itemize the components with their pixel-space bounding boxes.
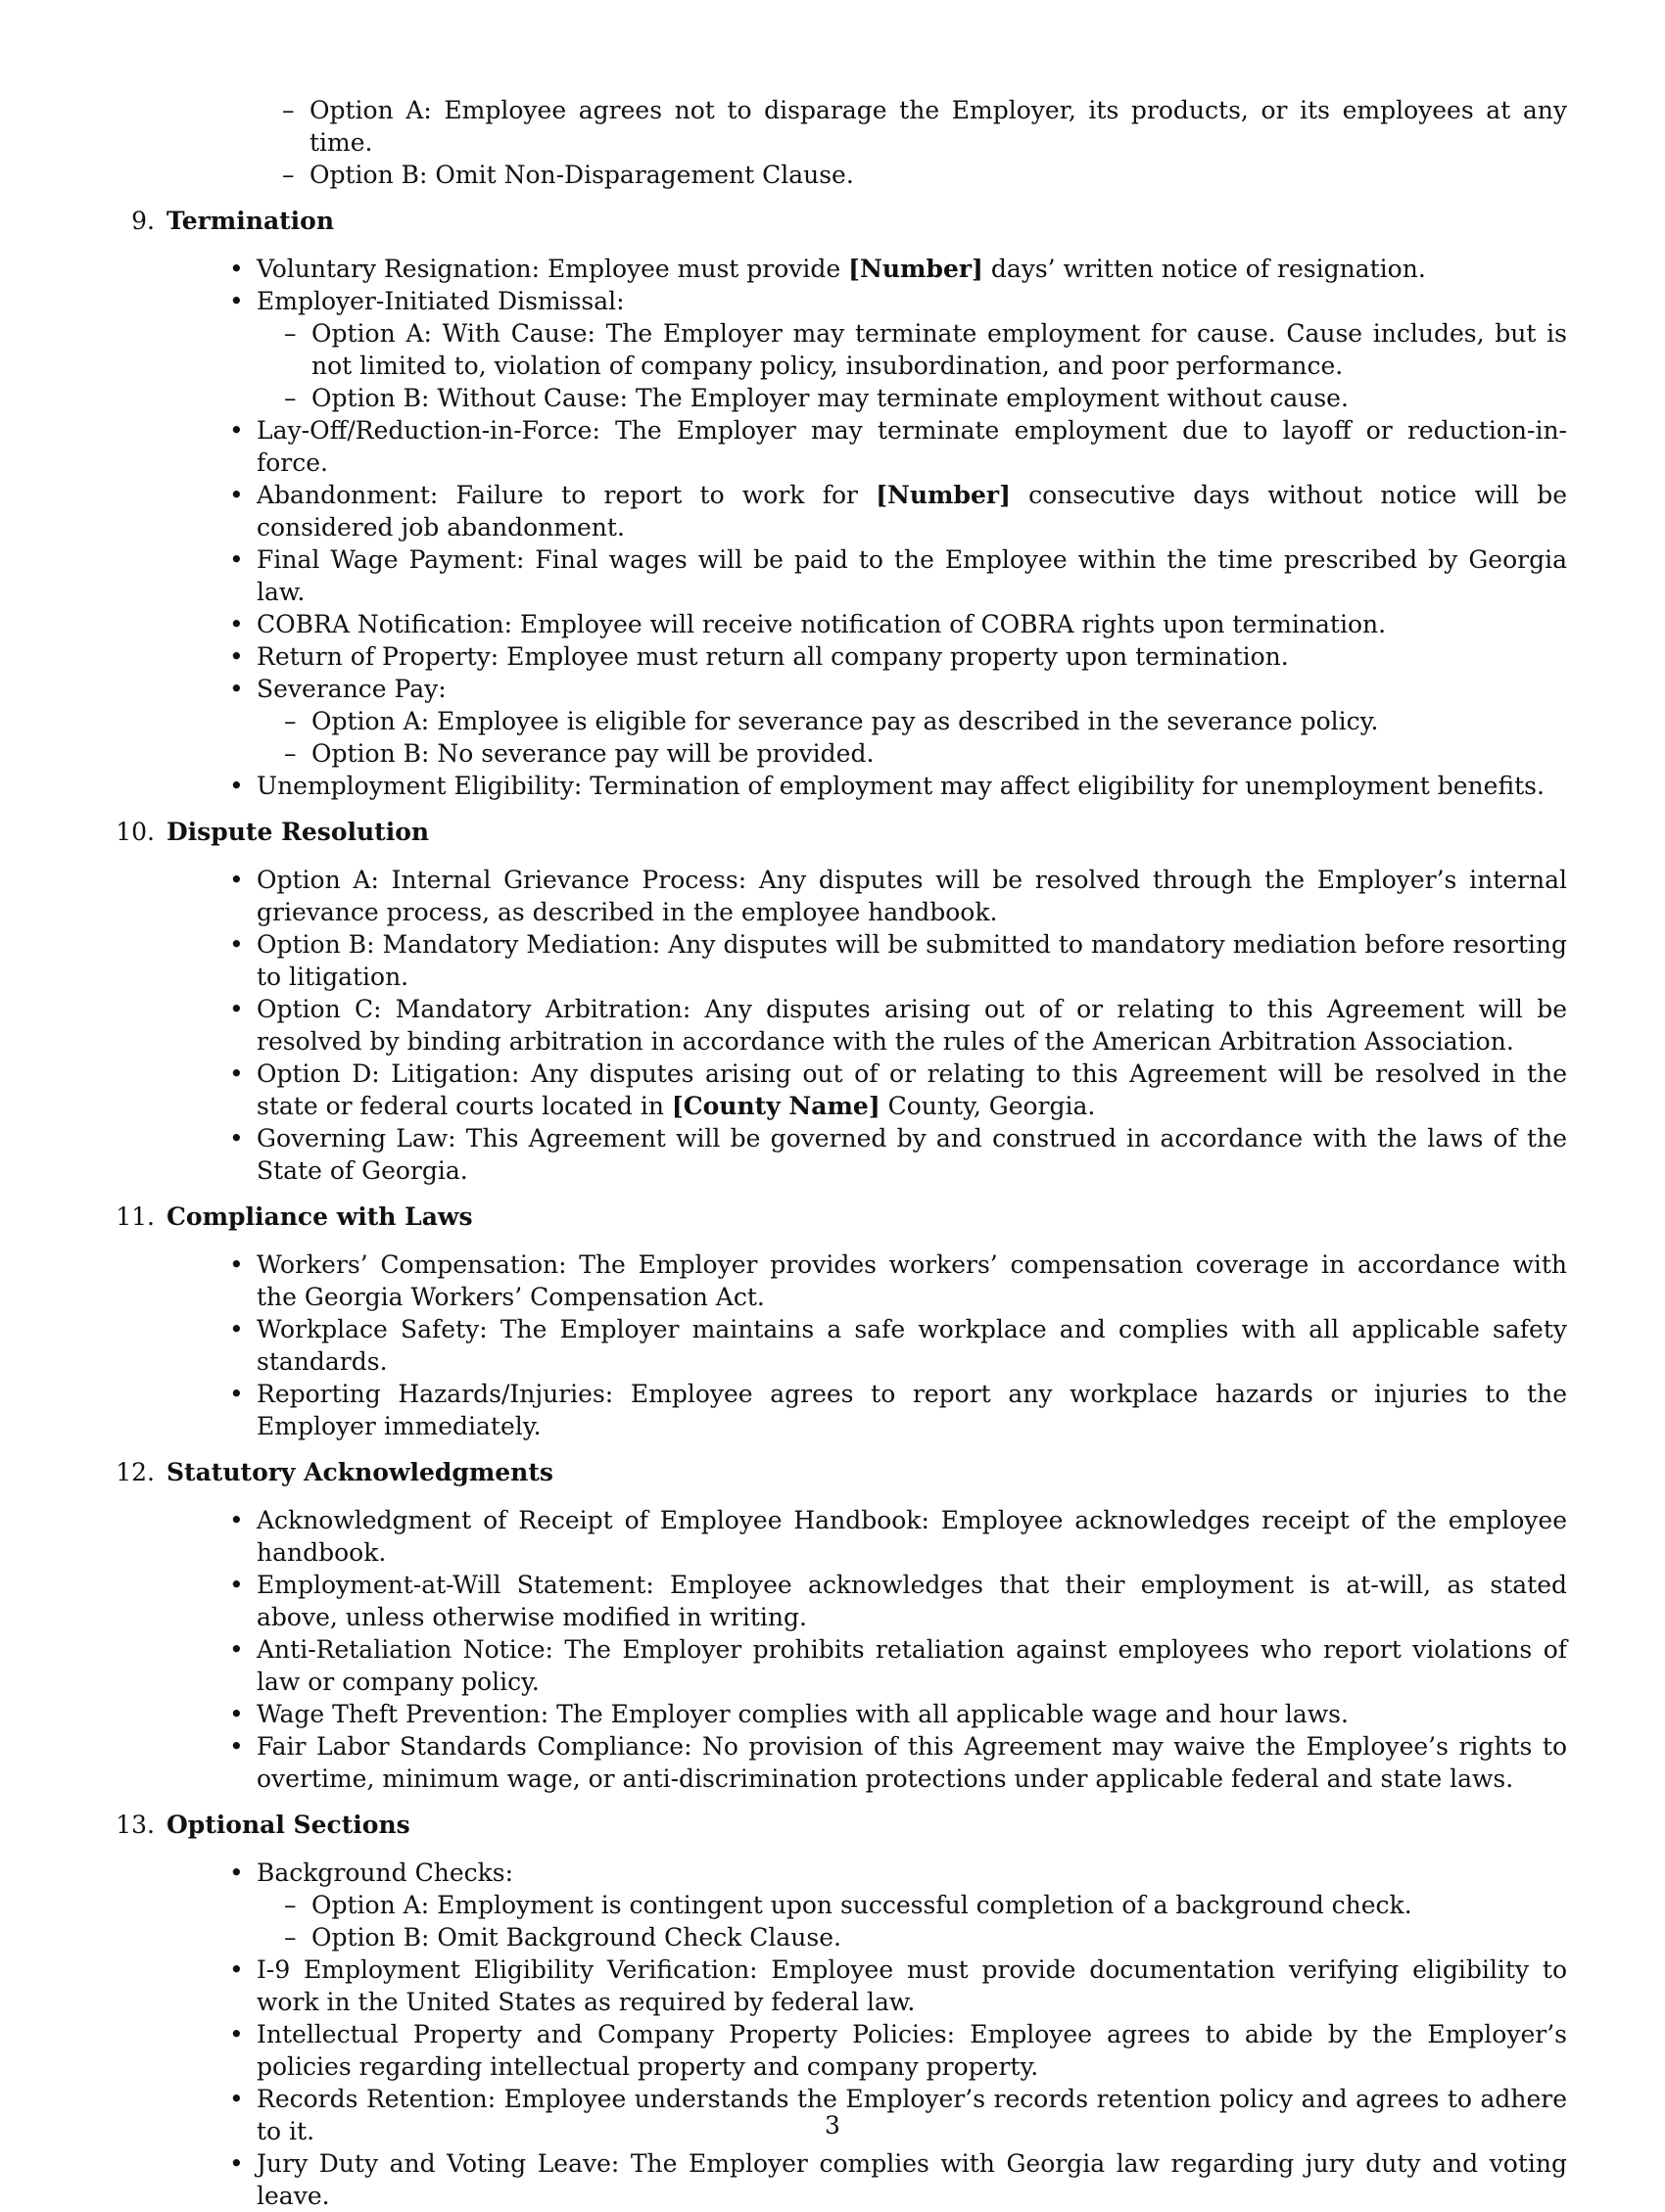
placeholder-field: [Number] bbox=[848, 255, 983, 283]
list-item bbox=[225, 928, 1567, 993]
list-item bbox=[225, 1953, 1567, 2018]
item-text: Workplace Safety: The Employer maintains a safe workplace and complies with all applicable safety standards. bbox=[257, 1315, 1567, 1376]
option-item: – Option B: Omit Background Check Clause. bbox=[276, 1921, 1567, 1953]
bullet-list bbox=[225, 864, 1567, 1187]
item-text: Return of Property: Employee must return all company property upon termination. bbox=[257, 642, 1289, 671]
list-item bbox=[225, 1313, 1567, 1378]
list-item bbox=[225, 1122, 1567, 1187]
item-text: Records Retention: Employee understands the Employer’s records retention policy and agrees to adhere to it. bbox=[257, 2085, 1567, 2145]
item-text: Intellectual Property and Company Property Policies: Employee agrees to abide by the Employer’s policies regarding intellectual property and company property. bbox=[257, 2020, 1567, 2081]
option-item: – Option A: With Cause: The Employer may terminate employment for cause. Cause includes, but is not limited to, violation of company policy, insubordination, and poor performance. bbox=[276, 317, 1567, 382]
section-number: 9. bbox=[131, 207, 155, 235]
option-item: – Option B: Omit Non-Disparagement Clause. bbox=[274, 159, 1567, 191]
bullet-list bbox=[225, 1504, 1567, 1795]
item-text: Unemployment Eligibility: Termination of employment may affect eligibility for unemployment benefits. bbox=[257, 772, 1545, 800]
bullet-list bbox=[225, 1857, 1567, 2212]
item-text: Reporting Hazards/Injuries: Employee agrees to report any workplace hazards or injuries to the Employer immediately. bbox=[257, 1380, 1567, 1440]
carryover-options bbox=[274, 94, 1567, 191]
option-item: – Option B: No severance pay will be provided. bbox=[276, 737, 1567, 770]
section-list bbox=[108, 205, 1567, 2212]
item-text: Fair Labor Standards Compliance: No provision of this Agreement may waive the Employee’s rights to overtime, minimum wage, or anti-discrimination protections under applicable federal and state laws. bbox=[257, 1732, 1567, 1793]
placeholder-field: [Number] bbox=[876, 481, 1011, 509]
list-item bbox=[225, 640, 1567, 673]
list-item bbox=[225, 1504, 1567, 1569]
item-text: Workers’ Compensation: The Employer provides workers’ compensation coverage in accordance with the Georgia Workers’ Compensation Act. bbox=[257, 1250, 1567, 1311]
placeholder-field: [County Name] bbox=[671, 1092, 880, 1120]
item-text: Option A: Internal Grievance Process: Any disputes will be resolved through the Employer’s internal grievance process, as described in the employee handbook. bbox=[257, 866, 1567, 926]
section-heading bbox=[108, 1809, 1567, 1841]
item-text: days’ written notice of resignation. bbox=[982, 255, 1426, 283]
section-11 bbox=[108, 1200, 1567, 1442]
option-item: – Option A: Employee agrees not to disparage the Employer, its products, or its employees at any time. bbox=[274, 94, 1567, 159]
item-text: Option D: Litigation: Any disputes arising out of or relating to this Agreement will be resolved in the state or federal courts located in bbox=[257, 1059, 1567, 1120]
item-text: Employer-Initiated Dismissal: bbox=[257, 287, 625, 315]
list-item bbox=[225, 2018, 1567, 2083]
item-text: Abandonment: Failure to report to work for bbox=[257, 481, 877, 509]
list-item bbox=[225, 1248, 1567, 1313]
list-item bbox=[225, 479, 1567, 543]
section-number: 12. bbox=[116, 1458, 155, 1486]
option-list bbox=[276, 705, 1567, 770]
page-number: 3 bbox=[825, 2111, 840, 2140]
list-item bbox=[225, 1857, 1567, 1953]
item-text: COBRA Notification: Employee will receive notification of COBRA rights upon termination. bbox=[257, 610, 1387, 638]
item-text: Governing Law: This Agreement will be governed by and construed in accordance with the laws of the State of Georgia. bbox=[257, 1124, 1567, 1185]
document-body bbox=[108, 94, 1567, 2212]
list-item bbox=[225, 1569, 1567, 1633]
item-text: Background Checks: bbox=[257, 1859, 514, 1887]
section-title: Termination bbox=[166, 207, 335, 235]
section-heading bbox=[108, 1456, 1567, 1488]
section-12 bbox=[108, 1456, 1567, 1795]
list-item bbox=[225, 1730, 1567, 1795]
item-text: I-9 Employment Eligibility Verification: Employee must provide documentation verifying eligibility to work in the United States as required by federal law. bbox=[257, 1955, 1567, 2016]
list-item bbox=[225, 543, 1567, 608]
item-text: Option B: Mandatory Mediation: Any disputes will be submitted to mandatory mediation before resorting to litigation. bbox=[257, 930, 1567, 991]
item-text: Anti-Retaliation Notice: The Employer prohibits retaliation against employees who report violations of law or company policy. bbox=[257, 1635, 1567, 1696]
bullet-list bbox=[225, 1248, 1567, 1442]
list-item bbox=[225, 1698, 1567, 1730]
list-item bbox=[225, 993, 1567, 1058]
section-heading bbox=[108, 816, 1567, 848]
item-text: County, Georgia. bbox=[880, 1092, 1096, 1120]
list-item bbox=[225, 864, 1567, 928]
option-item: – Option B: Without Cause: The Employer may terminate employment without cause. bbox=[276, 382, 1567, 414]
item-text: Jury Duty and Voting Leave: The Employer complies with Georgia law regarding jury duty and voting leave. bbox=[257, 2149, 1567, 2210]
list-item bbox=[225, 770, 1567, 802]
section-number: 10. bbox=[116, 818, 155, 846]
section-title: Dispute Resolution bbox=[166, 818, 430, 846]
section-9 bbox=[108, 205, 1567, 802]
list-item bbox=[225, 414, 1567, 479]
list-item bbox=[225, 285, 1567, 414]
section-heading bbox=[108, 1200, 1567, 1233]
item-text: consecutive days without notice will be considered job abandonment. bbox=[257, 481, 1567, 541]
section-title: Compliance with Laws bbox=[166, 1202, 473, 1231]
item-text: Employment-at-Will Statement: Employee acknowledges that their employment is at-will, as stated above, unless otherwise modified in writing. bbox=[257, 1571, 1567, 1631]
section-number: 11. bbox=[116, 1202, 155, 1231]
section-number: 13. bbox=[116, 1811, 155, 1839]
list-item bbox=[225, 1058, 1567, 1122]
section-10 bbox=[108, 816, 1567, 1187]
option-list bbox=[276, 1889, 1567, 1953]
item-text: Option C: Mandatory Arbitration: Any disputes arising out of or relating to this Agreement will be resolved by binding arbitration in accordance with the rules of the American Arbitration Association. bbox=[257, 995, 1567, 1056]
item-text: Acknowledgment of Receipt of Employee Handbook: Employee acknowledges receipt of the employee handbook. bbox=[257, 1506, 1567, 1567]
list-item bbox=[225, 2147, 1567, 2212]
list-item bbox=[225, 1633, 1567, 1698]
item-text: Wage Theft Prevention: The Employer complies with all applicable wage and hour laws. bbox=[257, 1700, 1349, 1728]
item-text: Final Wage Payment: Final wages will be paid to the Employee within the time prescribed by Georgia law. bbox=[257, 545, 1567, 606]
option-list bbox=[276, 317, 1567, 414]
section-title: Optional Sections bbox=[166, 1811, 410, 1839]
list-item bbox=[225, 673, 1567, 770]
option-item: – Option A: Employment is contingent upon successful completion of a background check. bbox=[276, 1889, 1567, 1921]
item-text: Lay-Off/Reduction-in-Force: The Employer may terminate employment due to layoff or reduction-in-force. bbox=[257, 416, 1567, 477]
item-text: Severance Pay: bbox=[257, 675, 447, 703]
section-13 bbox=[108, 1809, 1567, 2212]
list-item bbox=[225, 608, 1567, 640]
bullet-list bbox=[225, 253, 1567, 802]
list-item bbox=[225, 253, 1567, 285]
section-heading bbox=[108, 205, 1567, 237]
option-item: – Option A: Employee is eligible for severance pay as described in the severance policy. bbox=[276, 705, 1567, 737]
item-text: Voluntary Resignation: Employee must provide bbox=[257, 255, 849, 283]
list-item bbox=[225, 1378, 1567, 1442]
section-title: Statutory Acknowledgments bbox=[166, 1458, 553, 1486]
